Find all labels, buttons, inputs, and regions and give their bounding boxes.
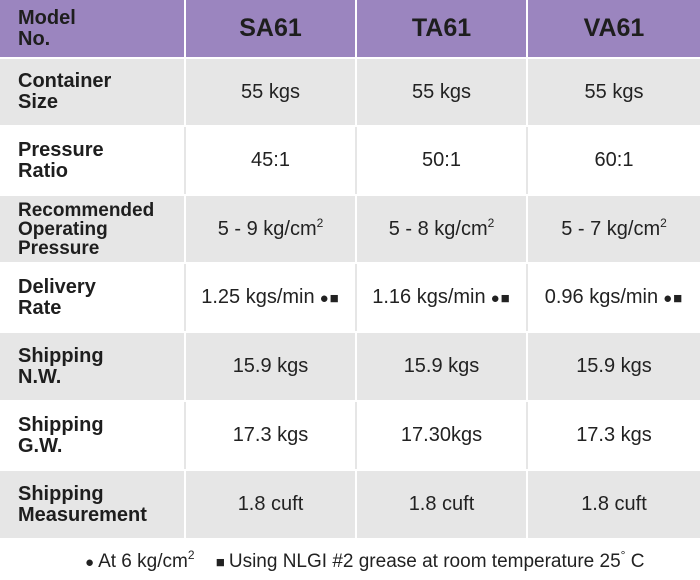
value-cell: 55 kgs xyxy=(185,58,356,126)
model-no-header xyxy=(0,0,185,58)
footnote xyxy=(85,548,645,573)
table-row-pressure-ratio xyxy=(0,126,700,195)
row-label-line1: Shipping xyxy=(18,344,104,367)
model-header-ta61: TA61 xyxy=(356,0,527,58)
row-label-shipping-gw xyxy=(0,401,185,470)
value-cell: 55 kgs xyxy=(527,58,700,126)
value-cell xyxy=(356,195,527,263)
row-label-line2: Measurement xyxy=(18,503,147,526)
table-row-shipping-measurement xyxy=(0,470,700,539)
value-cell: 17.3 kgs xyxy=(527,401,700,470)
temperature-unit: C xyxy=(630,551,645,572)
footnote-marks: ●■ xyxy=(663,290,684,307)
model-no-header-line1: Model xyxy=(18,6,76,29)
value-text: 5 - 9 kg/cm xyxy=(217,217,317,240)
row-label-line2: Operating xyxy=(18,218,108,240)
superscript: 2 xyxy=(316,215,324,230)
value-cell: 1.8 cuft xyxy=(185,470,356,539)
row-label-line3: Pressure xyxy=(18,237,100,259)
degree-symbol: ° xyxy=(620,548,626,562)
row-label-line1: Recommended xyxy=(18,199,155,221)
value-cell: 45:1 xyxy=(185,126,356,195)
row-label-line1: Shipping xyxy=(18,413,104,436)
row-label-line1: Shipping xyxy=(18,482,104,505)
square-icon: ■ xyxy=(215,554,225,571)
table-row-shipping-gw xyxy=(0,401,700,470)
row-label-line2: Ratio xyxy=(18,159,68,182)
model-header-va61: VA61 xyxy=(527,0,700,58)
table-row-container-size xyxy=(0,58,700,126)
row-label-shipping-nw xyxy=(0,332,185,401)
row-label-line1: Pressure xyxy=(18,138,104,161)
value-cell xyxy=(356,263,527,332)
row-label-container-size xyxy=(0,58,185,126)
value-cell: 1.8 cuft xyxy=(356,470,527,539)
value-cell xyxy=(527,263,700,332)
value-cell xyxy=(185,195,356,263)
row-label-shipping-measurement xyxy=(0,470,185,539)
superscript: 2 xyxy=(660,215,667,230)
model-header-sa61: SA61 xyxy=(185,0,356,58)
row-label-line1: Delivery xyxy=(18,275,96,298)
superscript: 2 xyxy=(187,548,195,562)
row-label-line2: G.W. xyxy=(18,434,63,457)
table-row-shipping-nw xyxy=(0,332,700,401)
value-cell: 1.8 cuft xyxy=(527,470,700,539)
value-cell: 17.30kgs xyxy=(356,401,527,470)
value-text: 1.16 kgs/min xyxy=(372,286,486,308)
table-header-row xyxy=(0,0,700,58)
value-text: 1.25 kgs/min xyxy=(201,286,315,308)
value-cell xyxy=(527,195,700,263)
table-row-operating-pressure xyxy=(0,195,700,263)
row-label-operating-pressure xyxy=(0,195,185,263)
row-label-line2: N.W. xyxy=(18,365,62,388)
footnote-marks: ●■ xyxy=(319,290,340,307)
value-text: 0.96 kgs/min xyxy=(544,286,659,308)
footnote-grease-text: Using NLGI #2 grease at room temperature 25 xyxy=(228,551,621,572)
superscript: 2 xyxy=(487,215,495,230)
model-no-header-line2: No. xyxy=(18,27,51,50)
value-cell: 17.3 kgs xyxy=(185,401,356,470)
footnote-pressure xyxy=(85,548,200,572)
footnote-grease xyxy=(215,548,645,572)
value-cell: 55 kgs xyxy=(356,58,527,126)
value-cell: 50:1 xyxy=(356,126,527,195)
table-row-delivery-rate xyxy=(0,263,700,332)
footnote-pressure-text: At 6 kg/cm xyxy=(98,551,188,572)
row-label-line2: Size xyxy=(18,91,59,113)
value-cell: 15.9 kgs xyxy=(527,332,700,401)
value-cell: 15.9 kgs xyxy=(185,332,356,401)
footnote-marks: ●■ xyxy=(490,290,511,307)
row-label-line2: Rate xyxy=(18,296,62,319)
value-cell: 60:1 xyxy=(527,126,700,195)
row-label-pressure-ratio xyxy=(0,126,185,195)
row-label-delivery-rate xyxy=(0,263,185,332)
circle-icon: ● xyxy=(85,554,95,571)
value-text: 5 - 7 kg/cm xyxy=(561,217,661,240)
row-label-line1: Container xyxy=(18,70,112,92)
value-text: 5 - 8 kg/cm xyxy=(388,217,488,240)
value-cell: 15.9 kgs xyxy=(356,332,527,401)
value-cell xyxy=(185,263,356,332)
